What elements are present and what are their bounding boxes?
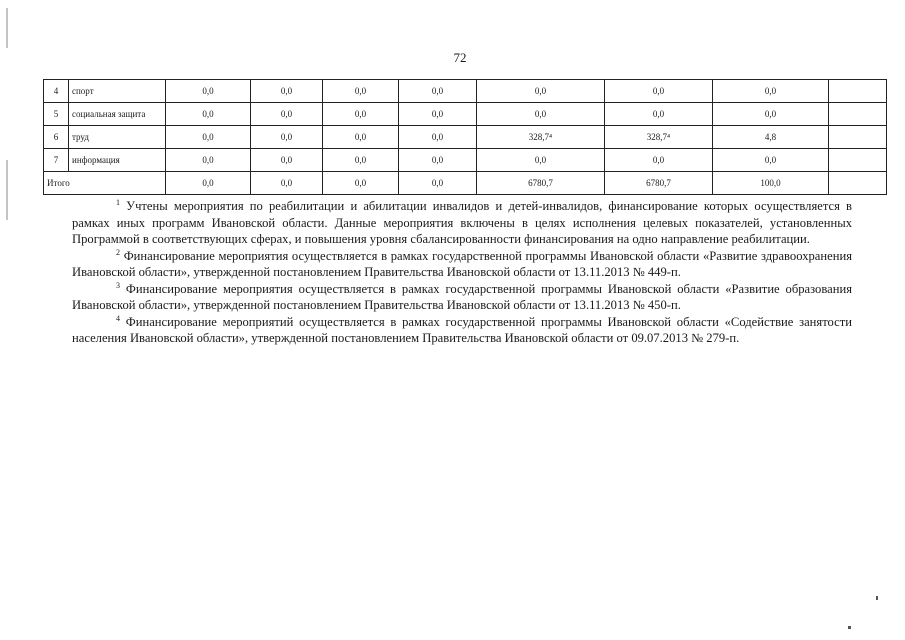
table-cell: 0,0 xyxy=(166,149,251,172)
footnote-mark: 1 xyxy=(116,197,120,207)
table-cell: 0,0 xyxy=(251,80,323,103)
total-cell: 0,0 xyxy=(323,172,399,195)
table-cell: 0,0 xyxy=(713,149,829,172)
row-name: труд xyxy=(69,126,166,149)
table-cell: 0,0 xyxy=(166,126,251,149)
row-name: спорт xyxy=(69,80,166,103)
table-cell: 0,0 xyxy=(323,149,399,172)
footnote xyxy=(72,198,852,248)
footnote-text: Финансирование мероприятия осуществляется в рамках государственной программы Ивановской области «Развитие образования Ивановской области», утвержденной постановлением Правительства Ивановской области от 13.11.2013 № 450-п. xyxy=(72,281,852,312)
table-cell: 0,0 xyxy=(605,80,713,103)
total-cell: 6780,7 xyxy=(605,172,713,195)
total-cell: 0,0 xyxy=(251,172,323,195)
footnote-text: Финансирование мероприятий осуществляется в рамках государственной программы Ивановской области «Содействие занятости населения Ивановской области», утвержденной постановлением Правительства Ивановской области от 09.07.2013 № 279-п. xyxy=(72,314,853,345)
financing-table xyxy=(43,79,887,195)
table-cell xyxy=(829,126,887,149)
table-cell xyxy=(829,103,887,126)
table-cell: 328,7⁴ xyxy=(605,126,713,149)
table-cell: 0,0 xyxy=(323,126,399,149)
table-cell: 0,0 xyxy=(251,103,323,126)
footnote-mark: 4 xyxy=(116,313,120,323)
table-cell: 0,0 xyxy=(605,103,713,126)
total-cell: 100,0 xyxy=(713,172,829,195)
footnote-mark: 3 xyxy=(116,280,120,290)
page-number: 72 xyxy=(453,50,467,65)
footnote xyxy=(72,314,852,347)
total-cell xyxy=(829,172,887,195)
table-cell: 0,0 xyxy=(713,80,829,103)
total-cell: 6780,7 xyxy=(477,172,605,195)
footnote-text: Финансирование мероприятия осуществляется в рамках государственной программы Ивановской области «Развитие здравоохранения Ивановской области», утвержденной постановлением Правительства Ивановской области от 13.11.2013 № 449-п. xyxy=(72,248,852,279)
row-name: информация xyxy=(69,149,166,172)
row-name: социальная защита xyxy=(69,103,166,126)
table-cell: 0,0 xyxy=(399,126,477,149)
table-cell: 0,0 xyxy=(399,149,477,172)
table-cell: 4,8 xyxy=(713,126,829,149)
row-number: 7 xyxy=(44,149,69,172)
scan-mark xyxy=(876,596,878,600)
footnote xyxy=(72,248,852,281)
table-cell: 328,7⁴ xyxy=(477,126,605,149)
table-cell: 0,0 xyxy=(477,103,605,126)
table-row xyxy=(44,149,887,172)
scan-mark xyxy=(6,160,8,220)
table-cell: 0,0 xyxy=(477,149,605,172)
table-cell: 0,0 xyxy=(323,103,399,126)
table-cell: 0,0 xyxy=(323,80,399,103)
total-cell: 0,0 xyxy=(166,172,251,195)
scan-mark xyxy=(848,626,851,629)
table-cell: 0,0 xyxy=(251,149,323,172)
row-number: 6 xyxy=(44,126,69,149)
table-cell: 0,0 xyxy=(399,103,477,126)
table-row xyxy=(44,103,887,126)
table-body xyxy=(44,80,887,195)
table-cell: 0,0 xyxy=(477,80,605,103)
table-cell: 0,0 xyxy=(605,149,713,172)
table-cell xyxy=(829,149,887,172)
scan-mark xyxy=(6,8,8,48)
table-cell: 0,0 xyxy=(713,103,829,126)
footnote-mark: 2 xyxy=(116,247,120,257)
row-number: 5 xyxy=(44,103,69,126)
total-label: Итого xyxy=(44,172,166,195)
table-row xyxy=(44,80,887,103)
footnote-text: Учтены мероприятия по реабилитации и абилитации инвалидов и детей-инвалидов, финансирование которых осуществляется в рамках иных программ Ивановской области. Данные мероприятия включены в целях исполнения целевых показателей, установленных Программой в соответствующих сферах, и повышения уровня сбалансированности финансирования на одно направление реабилитации. xyxy=(72,199,852,246)
table-row xyxy=(44,126,887,149)
row-number: 4 xyxy=(44,80,69,103)
total-row xyxy=(44,172,887,195)
footnotes xyxy=(72,198,852,347)
footnote xyxy=(72,281,852,314)
table-cell xyxy=(829,80,887,103)
table-cell: 0,0 xyxy=(166,103,251,126)
table-cell: 0,0 xyxy=(399,80,477,103)
total-cell: 0,0 xyxy=(399,172,477,195)
table-cell: 0,0 xyxy=(251,126,323,149)
table-cell: 0,0 xyxy=(166,80,251,103)
